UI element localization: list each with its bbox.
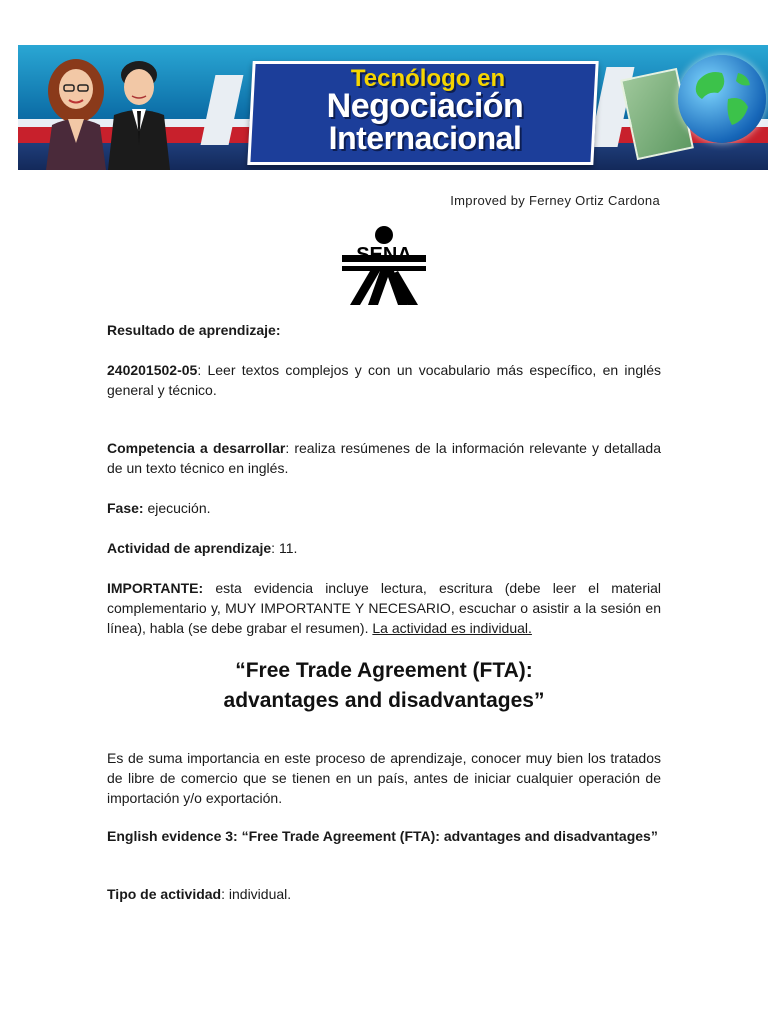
man-character-icon: [106, 53, 172, 170]
actividad-paragraph: [107, 538, 661, 558]
main-title-line2: advantages and disadvantages”: [223, 689, 545, 712]
importante-paragraph: [107, 578, 661, 638]
fase-paragraph: [107, 498, 661, 518]
banner-title-line1: Tecnólogo en: [350, 65, 506, 92]
sena-logo-icon: [340, 225, 428, 307]
credit-line: Improved by Ferney Ortiz Cardona: [450, 193, 660, 208]
document-body: [107, 320, 661, 904]
main-title-line1: “Free Trade Agreement (FTA):: [235, 659, 533, 682]
resultado-label: Resultado de aprendizaje:: [107, 322, 281, 338]
resultado-paragraph: [107, 360, 661, 400]
competencia-paragraph: [107, 438, 661, 478]
resultado-text: : Leer textos complejos y con un vocabulario más específico, en inglés general y técnico.: [107, 362, 661, 398]
competencia-text: : realiza resúmenes de la información relevante y detallada de un texto técnico en inglés.: [107, 440, 661, 476]
tipo-paragraph: [107, 884, 661, 904]
importante-emphasis: MUY IMPORTANTE Y NECESARIO: [225, 600, 451, 616]
importante-text-2: , escuchar o asistir a la sesión en línea), habla (se debe grabar el resumen).: [107, 600, 661, 636]
header-banner: [18, 45, 768, 170]
fase-text: ejecución.: [143, 500, 211, 516]
importante-underline: La actividad es individual.: [372, 620, 532, 636]
globe-icon: [678, 55, 766, 143]
resultado-heading: [107, 320, 661, 340]
evidence-paragraph: English evidence 3: “Free Trade Agreement (FTA): advantages and disadvantages”: [107, 828, 658, 844]
woman-character-icon: [36, 53, 116, 170]
main-title: [107, 656, 661, 716]
sena-logo-text: SENA: [356, 244, 412, 266]
importante-label: IMPORTANTE:: [107, 580, 204, 596]
tipo-text: : individual.: [221, 886, 292, 902]
fase-label: Fase:: [107, 500, 144, 516]
intro-paragraph: Es de suma importancia en este proceso de aprendizaje, conocer muy bien los tratados de libre de comercio que se tienen en un país, antes de iniciar cualquier operación de importación y/o exportación.: [107, 750, 661, 806]
banner-title-line3: Internacional: [328, 120, 522, 156]
importante-text-1: esta evidencia incluye lectura, escritura (debe leer el material complementario y,: [107, 580, 661, 616]
tipo-label: Tipo de actividad: [107, 886, 222, 902]
actividad-label: Actividad de aprendizaje: [107, 540, 272, 556]
competencia-label: Competencia a desarrollar: [107, 440, 286, 456]
resultado-code: 240201502-05: [107, 362, 198, 378]
actividad-text: : 11.: [271, 540, 298, 556]
banner-title-line2: Negociación: [326, 87, 524, 125]
